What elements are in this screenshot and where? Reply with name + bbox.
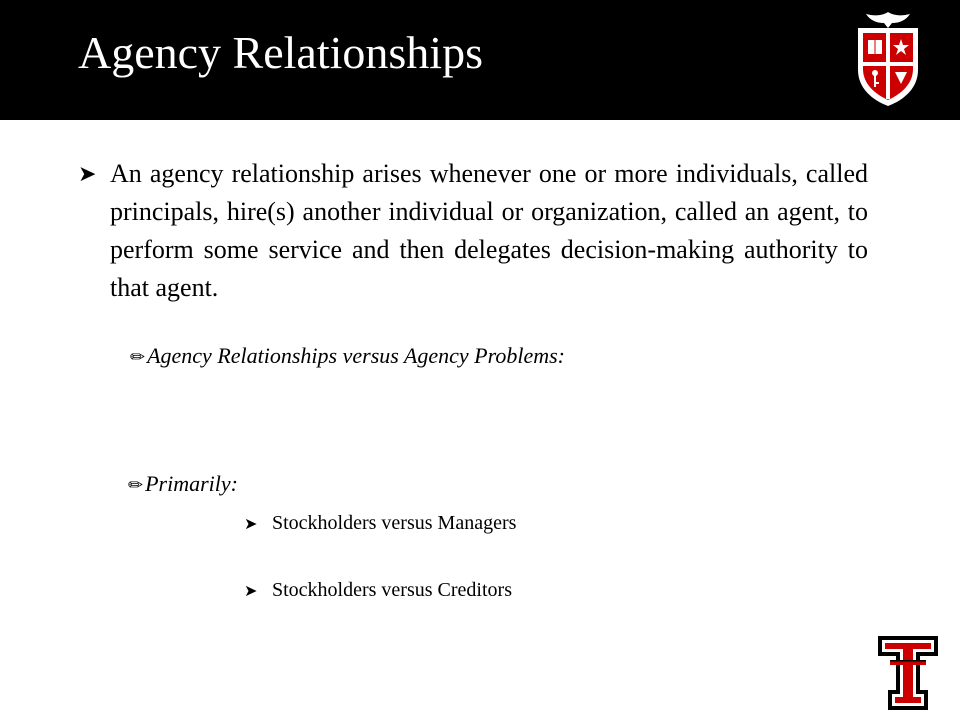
pen-icon: ✏ bbox=[128, 475, 144, 495]
slide-title: Agency Relationships bbox=[78, 27, 483, 78]
sub-item-agency-text: Agency Relationships versus Agency Problems: bbox=[147, 343, 565, 368]
title-bar bbox=[0, 0, 960, 120]
double-t-logo-icon bbox=[876, 634, 940, 712]
arrowhead-bullet-icon: ➤ bbox=[244, 583, 258, 600]
main-bullet-text: An agency relationship arises whenever one or more individuals, called principals, hire(s) another individual or organization, called an agent, to perform some service and then delegates decision-making authority to that agent. bbox=[110, 159, 868, 302]
sub-item-agency bbox=[130, 342, 565, 371]
sub-sub-item-managers bbox=[244, 510, 516, 538]
sub-sub-item-creditors bbox=[244, 577, 512, 605]
sub-sub-item-managers-text: Stockholders versus Managers bbox=[272, 512, 517, 534]
sub-item-primarily-text: Primarily: bbox=[145, 471, 238, 496]
arrowhead-bullet-icon: ➤ bbox=[78, 161, 97, 186]
sub-item-primarily bbox=[128, 470, 238, 499]
sub-sub-item-creditors-text: Stockholders versus Creditors bbox=[272, 579, 512, 601]
arrowhead-bullet-icon: ➤ bbox=[244, 516, 258, 533]
pen-icon: ✏ bbox=[130, 347, 146, 367]
main-bullet bbox=[78, 155, 868, 307]
university-seal-icon bbox=[848, 10, 928, 108]
